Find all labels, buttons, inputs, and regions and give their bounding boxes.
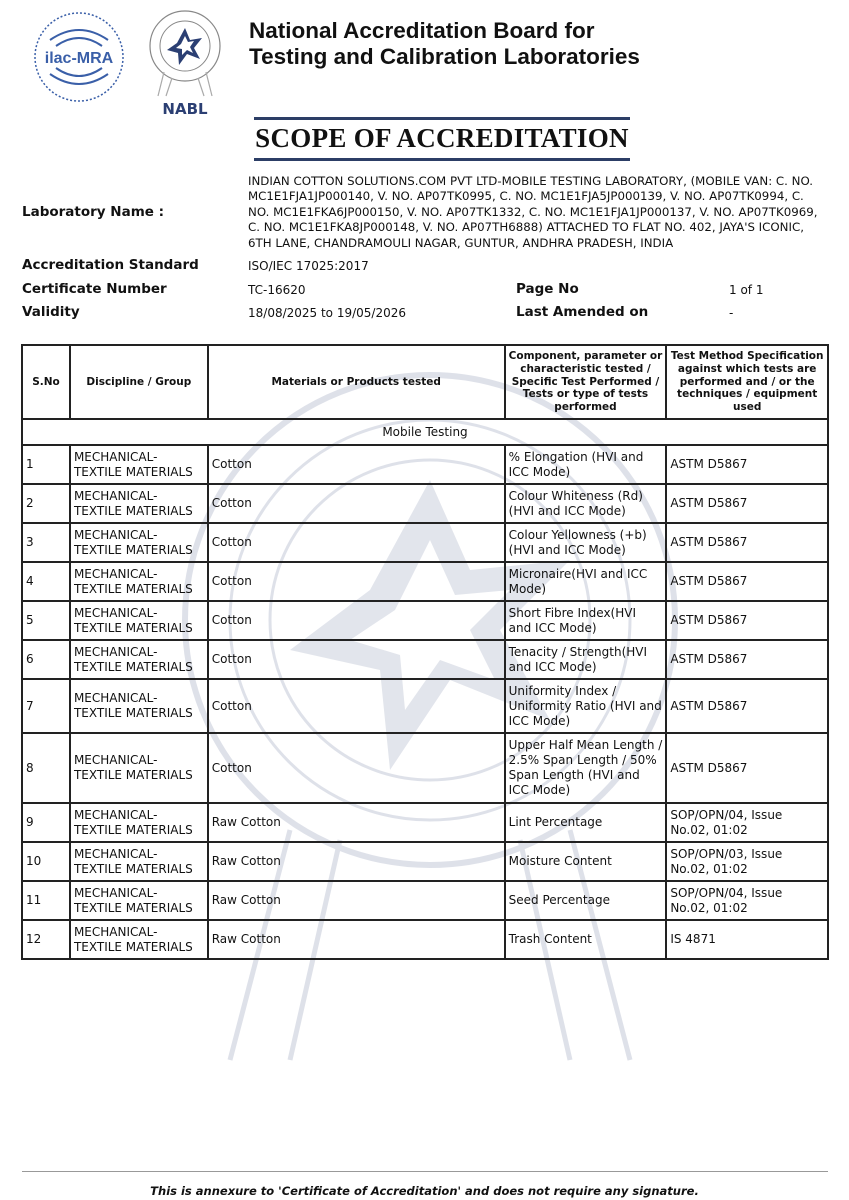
cell-discipline: MECHANICAL- TEXTILE MATERIALS — [70, 842, 208, 881]
cell-discipline: MECHANICAL- TEXTILE MATERIALS — [70, 881, 208, 920]
page-number-label: Page No — [516, 281, 579, 297]
cell-sno: 6 — [22, 640, 70, 679]
cell-component: Micronaire(HVI and ICC Mode) — [505, 562, 667, 601]
table-row — [22, 920, 828, 959]
cell-method: SOP/OPN/04, Issue No.02, 01:02 — [666, 803, 828, 842]
page-number-value: 1 of 1 — [729, 283, 764, 297]
cell-discipline: MECHANICAL- TEXTILE MATERIALS — [70, 920, 208, 959]
table-row — [22, 679, 828, 733]
cell-method: ASTM D5867 — [666, 484, 828, 523]
cell-method: SOP/OPN/04, Issue No.02, 01:02 — [666, 881, 828, 920]
laboratory-name-value: INDIAN COTTON SOLUTIONS.COM PVT LTD-MOBILE TESTING LABORATORY, (MOBILE VAN: C. NO. MC1E1FJA1JP000140, V. NO. AP07TK0995, C. NO. MC1E1FJA5JP000139, V. NO. AP07TK0994, C. NO. MC1E1FKA6JP000150, V. NO. AP07TK1332, C. NO. MC1E1FJA1JP000137, V. NO. AP07TK0969, C. NO. MC1E1FKA8JP000148, V. NO. AP07TH6888) ATTACHED TO FLAT NO. 402, JAYA'S ICONIC, 6TH LANE, CHANDRAMOULI NAGAR, GUNTUR, ANDHRA PRADESH, INDIA — [248, 174, 818, 250]
table-row — [22, 881, 828, 920]
cell-material: Cotton — [208, 484, 505, 523]
cell-sno: 5 — [22, 601, 70, 640]
column-header-method: Test Method Specification against which tests are performed and / or the techniques / equipment used — [666, 345, 828, 419]
cell-method: ASTM D5867 — [666, 679, 828, 733]
cell-discipline: MECHANICAL- TEXTILE MATERIALS — [70, 679, 208, 733]
cell-sno: 8 — [22, 733, 70, 803]
cell-discipline: MECHANICAL- TEXTILE MATERIALS — [70, 733, 208, 803]
cell-discipline: MECHANICAL- TEXTILE MATERIALS — [70, 803, 208, 842]
cell-material: Cotton — [208, 523, 505, 562]
cell-method: SOP/OPN/03, Issue No.02, 01:02 — [666, 842, 828, 881]
organization-title-line1: National Accreditation Board for — [249, 18, 595, 43]
standard-value: ISO/IEC 17025:2017 — [248, 259, 369, 273]
cell-discipline: MECHANICAL- TEXTILE MATERIALS — [70, 601, 208, 640]
nabl-logo-icon — [146, 8, 224, 118]
standard-label: Accreditation Standard — [22, 257, 199, 273]
cell-sno: 1 — [22, 445, 70, 484]
cell-discipline: MECHANICAL- TEXTILE MATERIALS — [70, 640, 208, 679]
cell-component: Moisture Content — [505, 842, 667, 881]
cell-method: ASTM D5867 — [666, 640, 828, 679]
cell-material: Raw Cotton — [208, 842, 505, 881]
table-row — [22, 445, 828, 484]
laboratory-name-label: Laboratory Name : — [22, 204, 165, 220]
cell-material: Cotton — [208, 733, 505, 803]
table-row — [22, 733, 828, 803]
scope-table — [21, 344, 829, 960]
cell-method: ASTM D5867 — [666, 601, 828, 640]
table-header-row — [22, 345, 828, 419]
cell-component: Trash Content — [505, 920, 667, 959]
cell-component: % Elongation (HVI and ICC Mode) — [505, 445, 667, 484]
svg-text:NABL: NABL — [162, 100, 208, 118]
column-header-materials: Materials or Products tested — [208, 345, 505, 419]
column-header-discipline: Discipline / Group — [70, 345, 208, 419]
cell-material: Raw Cotton — [208, 920, 505, 959]
last-amended-label: Last Amended on — [516, 304, 649, 320]
table-row — [22, 484, 828, 523]
table-row — [22, 842, 828, 881]
cell-component: Upper Half Mean Length / 2.5% Span Length / 50% Span Length (HVI and ICC Mode) — [505, 733, 667, 803]
cell-sno: 3 — [22, 523, 70, 562]
certificate-number-value: TC-16620 — [248, 283, 306, 297]
page-title: SCOPE OF ACCREDITATION — [255, 123, 629, 153]
cell-component: Seed Percentage — [505, 881, 667, 920]
organization-title-line2: Testing and Calibration Laboratories — [249, 44, 640, 69]
cell-method: ASTM D5867 — [666, 733, 828, 803]
table-row — [22, 523, 828, 562]
cell-component: Colour Yellowness (+b)(HVI and ICC Mode) — [505, 523, 667, 562]
cell-component: Short Fibre Index(HVI and ICC Mode) — [505, 601, 667, 640]
column-header-sno: S.No — [22, 345, 70, 419]
table-row — [22, 562, 828, 601]
svg-text:ilac-MRA: ilac-MRA — [44, 50, 114, 67]
cell-sno: 4 — [22, 562, 70, 601]
cell-method: ASTM D5867 — [666, 523, 828, 562]
cell-material: Raw Cotton — [208, 803, 505, 842]
cell-sno: 11 — [22, 881, 70, 920]
section-title: Mobile Testing — [22, 419, 828, 445]
cell-sno: 2 — [22, 484, 70, 523]
cell-material: Cotton — [208, 562, 505, 601]
cell-method: ASTM D5867 — [666, 562, 828, 601]
cell-material: Cotton — [208, 640, 505, 679]
title-rule-bottom — [254, 158, 630, 161]
certificate-number-label: Certificate Number — [22, 281, 167, 297]
table-row — [22, 803, 828, 842]
footer-divider — [22, 1171, 828, 1172]
cell-sno: 7 — [22, 679, 70, 733]
cell-discipline: MECHANICAL- TEXTILE MATERIALS — [70, 484, 208, 523]
cell-sno: 12 — [22, 920, 70, 959]
cell-discipline: MECHANICAL- TEXTILE MATERIALS — [70, 445, 208, 484]
cell-sno: 9 — [22, 803, 70, 842]
cell-component: Tenacity / Strength(HVI and ICC Mode) — [505, 640, 667, 679]
table-row — [22, 640, 828, 679]
validity-value: 18/08/2025 to 19/05/2026 — [248, 306, 407, 320]
cell-discipline: MECHANICAL- TEXTILE MATERIALS — [70, 562, 208, 601]
cell-component: Colour Whiteness (Rd)(HVI and ICC Mode) — [505, 484, 667, 523]
cell-component: Lint Percentage — [505, 803, 667, 842]
document-header — [0, 0, 849, 125]
footer-note: This is annexure to 'Certificate of Accreditation' and does not require any signature. — [150, 1184, 699, 1198]
cell-component: Uniformity Index / Uniformity Ratio (HVI and ICC Mode) — [505, 679, 667, 733]
cell-sno: 10 — [22, 842, 70, 881]
cell-method: ASTM D5867 — [666, 445, 828, 484]
section-row — [22, 419, 828, 445]
cell-discipline: MECHANICAL- TEXTILE MATERIALS — [70, 523, 208, 562]
table-row — [22, 601, 828, 640]
cell-method: IS 4871 — [666, 920, 828, 959]
cell-material: Raw Cotton — [208, 881, 505, 920]
validity-label: Validity — [22, 304, 80, 320]
ilac-mra-logo-icon — [32, 10, 126, 104]
organization-title — [249, 18, 640, 70]
last-amended-value: - — [729, 306, 734, 320]
cell-material: Cotton — [208, 679, 505, 733]
cell-material: Cotton — [208, 445, 505, 484]
scope-title-block — [254, 117, 630, 161]
column-header-component: Component, parameter or characteristic tested / Specific Test Performed / Tests or type of tests performed — [505, 345, 667, 419]
cell-material: Cotton — [208, 601, 505, 640]
